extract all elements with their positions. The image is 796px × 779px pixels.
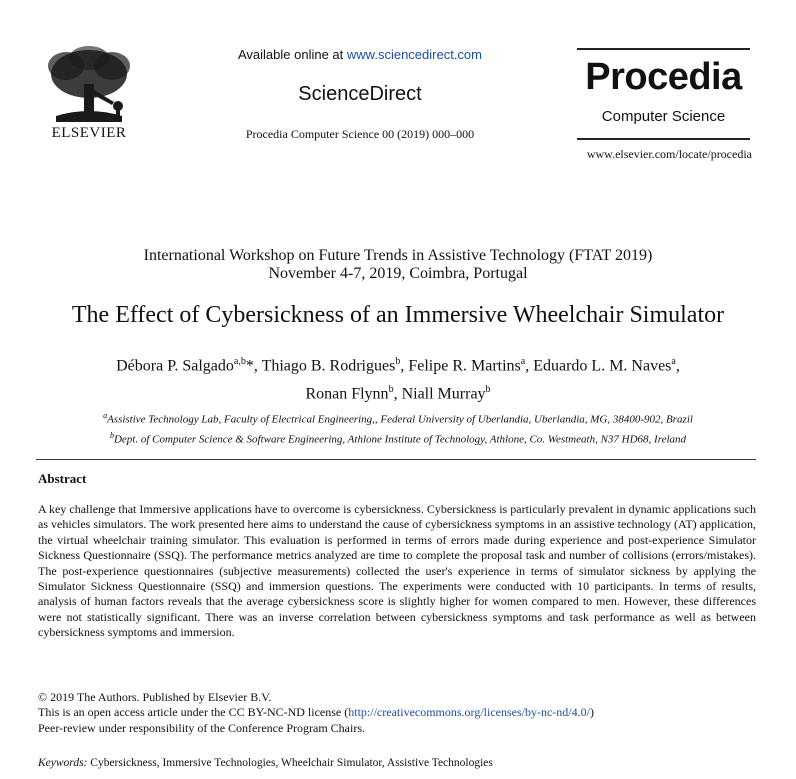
author-name: Eduardo L. M. Naves bbox=[533, 357, 672, 375]
sciencedirect-link[interactable]: www.sciencedirect.com bbox=[346, 47, 482, 62]
conference-info bbox=[40, 247, 756, 283]
conference-dates: November 4-7, 2019, Coimbra, Portugal bbox=[268, 265, 528, 282]
author-sep: , bbox=[675, 357, 680, 375]
author-sup: a bbox=[520, 356, 526, 367]
abstract-body: A key challenge that Immersive applications have to overcome is cybersickness. Cybersickness is particularly prevalent in dynamic applications such as vehicles simulators. The work presented here aims to understand the cause of cybersickness symptoms in an assistive technology (AT) application, the virtual wheelchair training simulator. This evaluation is performed in terms of errors made during experience and post-experience Simulator Sickness Questionnaire (SSQ). The performance metrics analyzed are time to complete the proposal task and number of collisions (errors/mistakes). The post-experience questionnaires (subjective measurements) collected the user's experience in terms of simulator sickness by applying the Simulator Sickness Questionnaire (SSQ) and immersion questions. The experiments were conducted with 10 participants. In terms of results, analysis of human factors reveals that the average cybersickness score is slightly higher for women compared to men. However, these differences were not statistically significant. There was an inverse correlation between cybersickness symptoms and task performance as well as between cybersickness symptoms and immersion. bbox=[38, 502, 756, 640]
procedia-brand: Procedia bbox=[585, 56, 742, 98]
author-line-1 bbox=[40, 350, 756, 378]
journal-line: Procedia Computer Science 00 (2019) 000–000 bbox=[245, 127, 475, 141]
affiliation-sup: a bbox=[103, 411, 108, 420]
copyright-line: © 2019 The Authors. Published by Elsevier B.V. bbox=[38, 690, 272, 704]
copyright-block bbox=[38, 690, 756, 736]
procedia-brand-sub: Computer Science bbox=[601, 108, 726, 125]
author-name: Ronan Flynn bbox=[305, 385, 389, 403]
keywords-label: Keywords: bbox=[38, 757, 88, 769]
author-sup: a bbox=[671, 356, 676, 367]
affiliation-a bbox=[40, 408, 756, 428]
author-line-2 bbox=[40, 378, 756, 406]
author-sup: a,b bbox=[233, 356, 246, 367]
author-name: Débora P. Salgado bbox=[116, 357, 234, 375]
author-name: Thiago B. Rodrigues bbox=[261, 357, 396, 375]
author-list bbox=[40, 350, 756, 407]
license-link[interactable]: http://creativecommons.org/licenses/by-nc-nd/4.0/ bbox=[348, 705, 590, 720]
author-name: Niall Murray bbox=[401, 385, 486, 403]
license-prefix: This is an open access article under the CC BY-NC-ND license ( bbox=[38, 705, 349, 720]
conference-name: International Workshop on Future Trends in Assistive Technology (FTAT 2019) bbox=[143, 247, 653, 264]
affiliations bbox=[40, 408, 756, 447]
peer-review-line: Peer-review under responsibility of the Conference Program Chairs. bbox=[38, 720, 365, 735]
affiliation-text: Dept. of Computer Science & Software Engineering, Athlone Institute of Technology, Athlone, Co. Westmeath, N37 HD68, Ireland bbox=[113, 433, 687, 446]
elsevier-tree-logo bbox=[36, 44, 142, 126]
author-sup: b bbox=[395, 356, 401, 367]
author-sep: , bbox=[393, 385, 402, 403]
affiliation-text: Assistive Technology Lab, Faculty of Electrical Engineering,, Federal University of Uberlandia, Uberlandia, MG, 38400-902, Brazil bbox=[107, 413, 693, 426]
author-sep: *, bbox=[245, 357, 262, 375]
section-divider bbox=[36, 459, 756, 460]
abstract-heading: Abstract bbox=[38, 471, 87, 486]
license-line bbox=[38, 705, 756, 720]
author-sup: b bbox=[485, 384, 491, 396]
locate-url: www.elsevier.com/locate/procedia bbox=[586, 147, 752, 161]
author-sup: b bbox=[388, 384, 394, 396]
platform-name: ScienceDirect bbox=[298, 83, 422, 105]
author-sep: , bbox=[525, 357, 534, 375]
affiliation-b bbox=[40, 428, 756, 448]
publisher-name: ELSEVIER bbox=[51, 125, 127, 141]
affiliation-sup: b bbox=[109, 430, 114, 440]
author-name: Felipe R. Martins bbox=[408, 357, 521, 375]
available-online-line bbox=[150, 47, 570, 62]
keywords-line bbox=[38, 757, 756, 769]
author-sep: , bbox=[400, 357, 409, 375]
paper-title: The Effect of Cybersickness of an Immersive Wheelchair Simulator bbox=[71, 302, 725, 328]
available-prefix: Available online at bbox=[237, 47, 347, 62]
license-suffix: ) bbox=[589, 705, 594, 720]
keywords-text: Cybersickness, Immersive Technologies, Wheelchair Simulator, Assistive Technologies bbox=[87, 757, 493, 769]
